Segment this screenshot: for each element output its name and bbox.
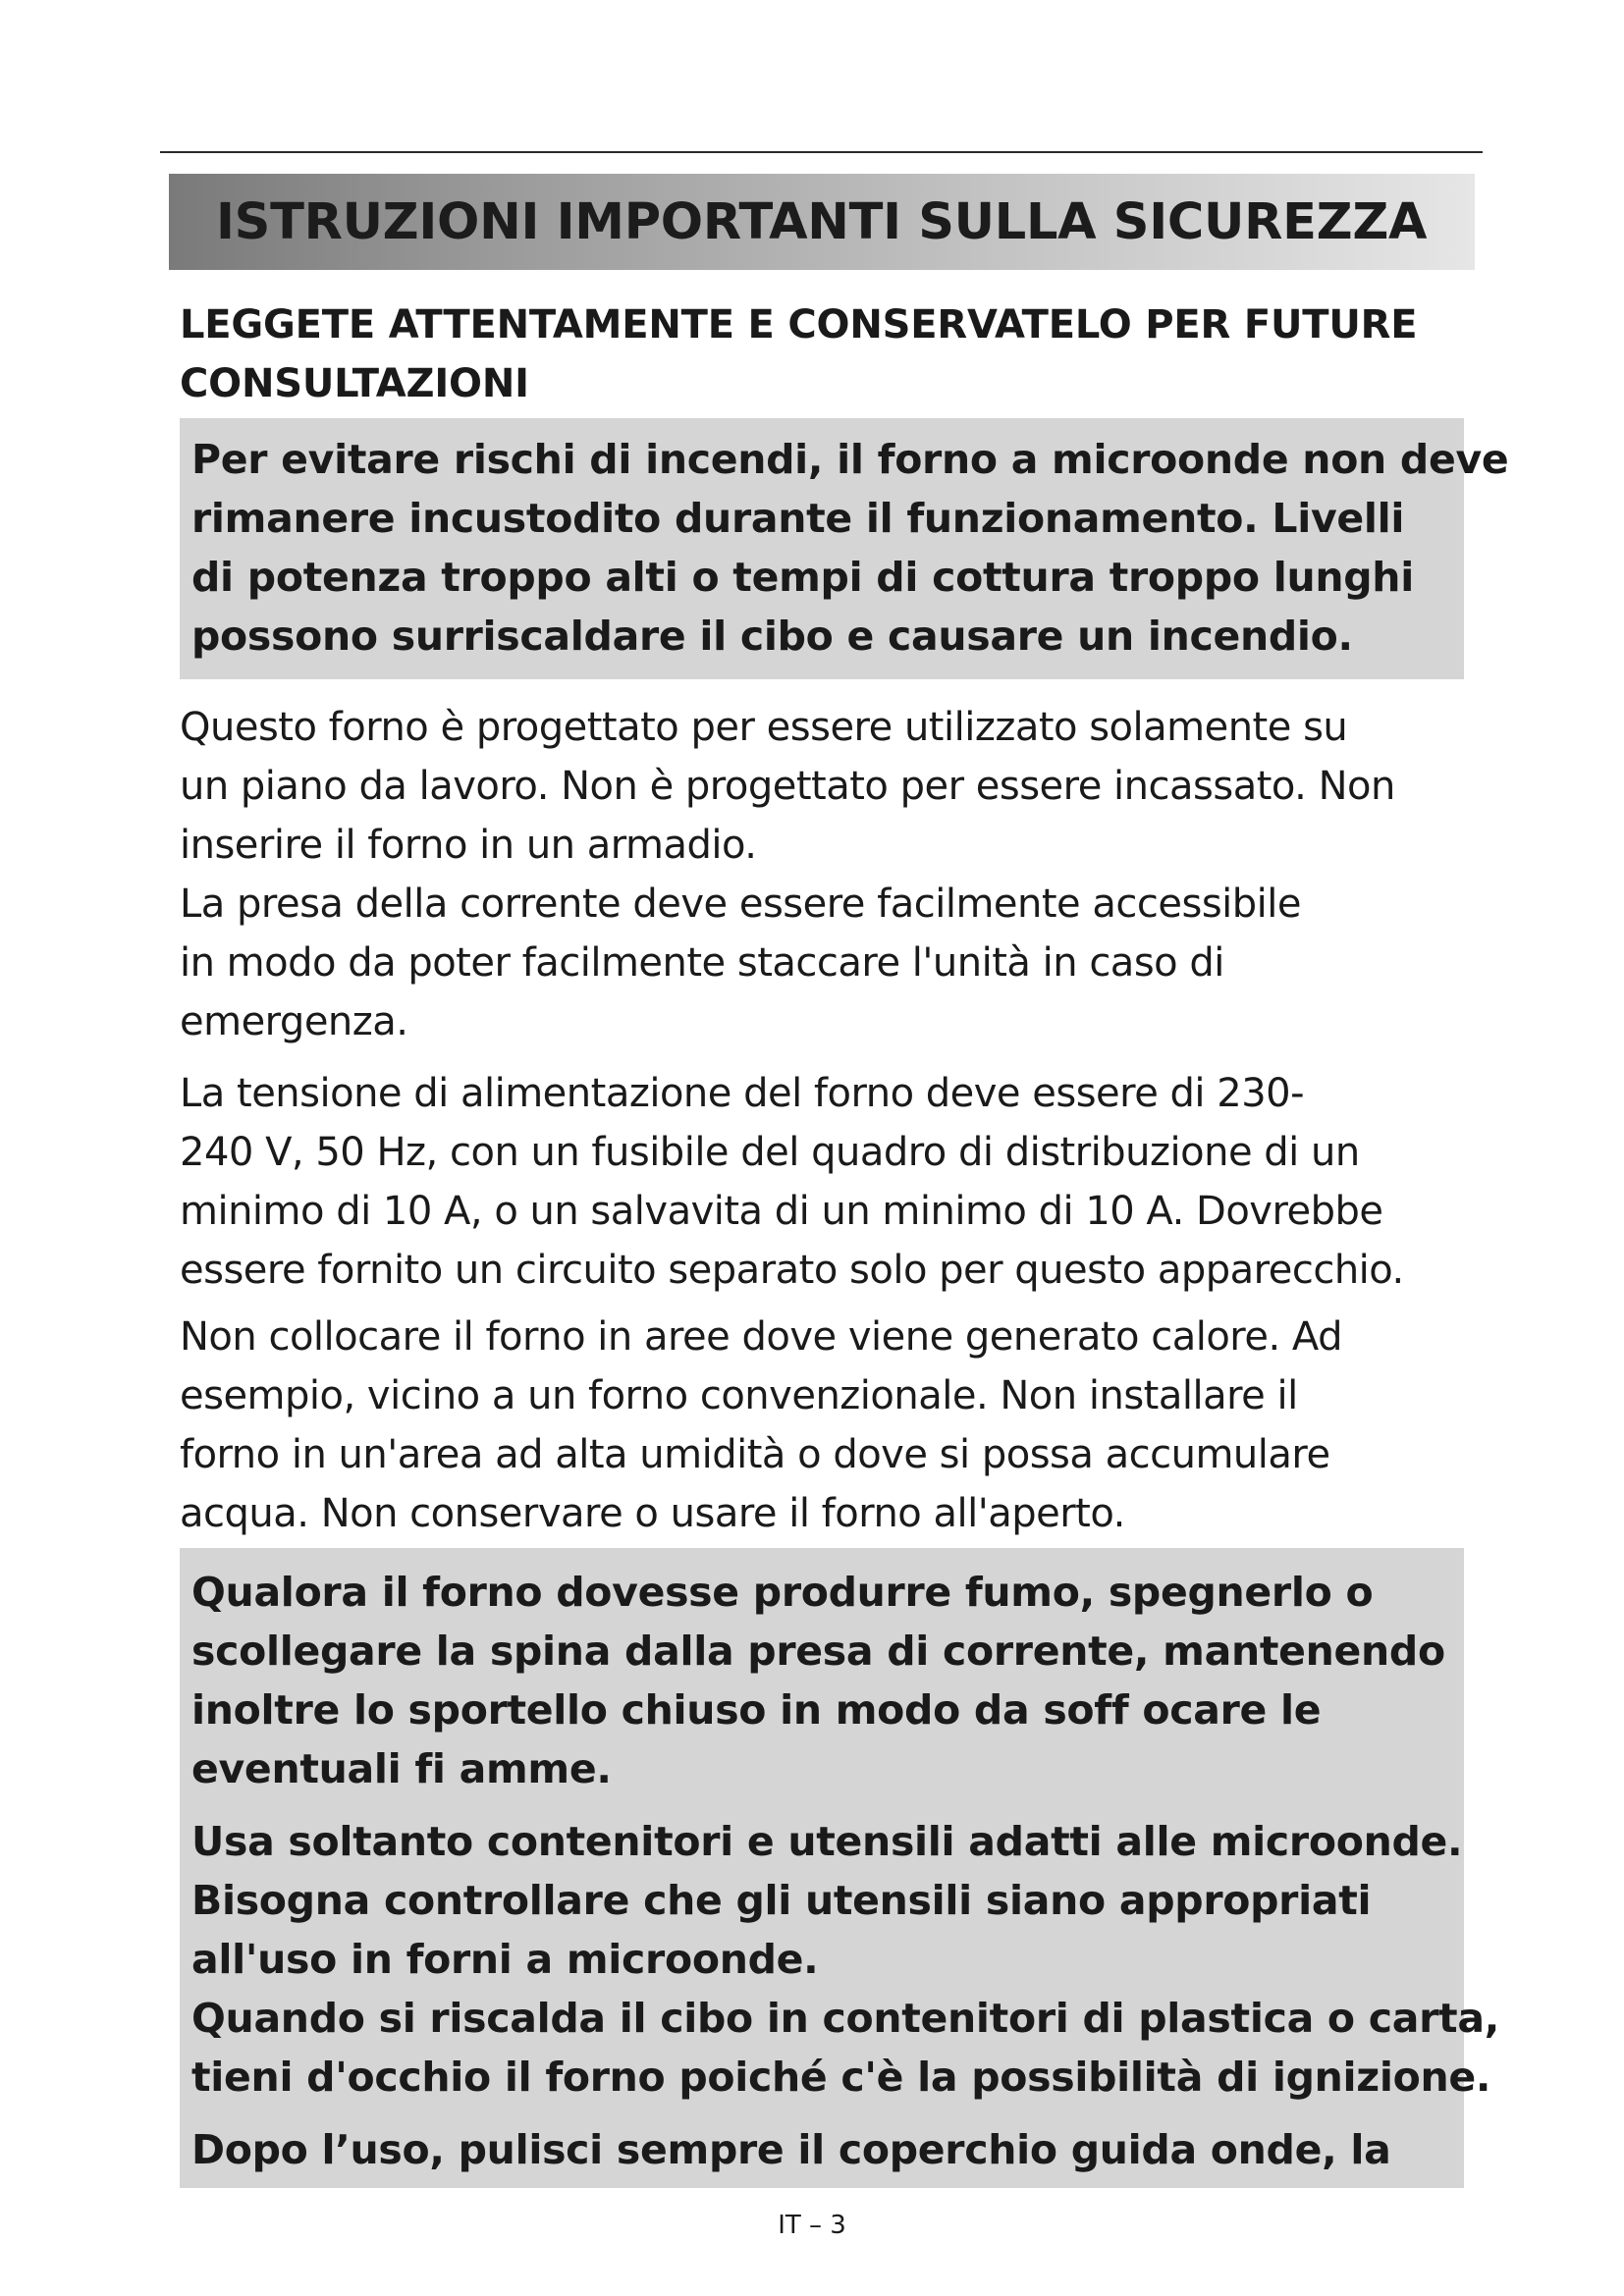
paragraph-line: inserire il forno in un armadio. [180,823,757,868]
block-gap [180,1798,1464,1812]
warning-line: Bisogna controllare che gli utensili siano appropriati [191,1877,1372,1924]
paragraph-line: La tensione di alimentazione del forno deve essere di 230- [180,1071,1305,1116]
paragraph-installation [180,698,1466,1051]
paragraph-line: acqua. Non conservare o usare il forno all'aperto. [180,1491,1125,1536]
page-title: ISTRUZIONI IMPORTANTI SULLA SICUREZZA [216,193,1428,251]
paragraph-line: in modo da poter facilmente staccare l'unità in caso di [180,940,1224,986]
paragraph-line: Non collocare il forno in aree dove viene generato calore. Ad [180,1314,1342,1360]
warning-line: Dopo l’uso, pulisci sempre il coperchio guida onde, la [191,2126,1391,2173]
paragraph-line: La presa della corrente deve essere facilmente accessibile [180,881,1301,927]
block-gap [180,2107,1464,2120]
warning-line: Per evitare rischi di incendi, il forno a microonde non deve [191,436,1509,483]
warning-line: rimanere incustodito durante il funzionamento. Livelli [191,495,1405,542]
subtitle-line: LEGGETE ATTENTAMENTE E CONSERVATELO PER FUTURE [180,302,1418,347]
paragraph-placement [180,1308,1466,1543]
top-rule [160,151,1483,153]
warning-line: possono surriscaldare il cibo e causare un incendio. [191,613,1353,660]
paragraph-line: minimo di 10 A, o un salvavita di un minimo di 10 A. Dovrebbe [180,1189,1383,1234]
paragraph-line: forno in un'area ad alta umidità o dove si possa accumulare [180,1432,1330,1477]
page-number: IT – 3 [778,2211,846,2240]
paragraph-line: Questo forno è progettato per essere utilizzato solamente su [180,705,1348,750]
paragraph-voltage [180,1064,1466,1300]
paragraph-line: 240 V, 50 Hz, con un fusibile del quadro di distribuzione di un [180,1130,1360,1175]
warning-line: Quando si riscalda il cibo in contenitori di plastica o carta, [191,1995,1499,2042]
warning-line: tieni d'occhio il forno poiché c'è la possibilità di ignizione. [191,2054,1491,2101]
warning-line: Qualora il forno dovesse produrre fumo, spegnerlo o [191,1569,1374,1616]
warning-line: inoltre lo sportello chiuso in modo da soff ocare le [191,1686,1322,1734]
warning-line: scollegare la spina dalla presa di corrente, mantenendo [191,1628,1445,1675]
subtitle-line: CONSULTAZIONI [180,361,529,406]
paragraph-line: essere fornito un circuito separato solo per questo apparecchio. [180,1248,1404,1293]
subtitle [180,295,1466,413]
paragraph-line: un piano da lavoro. Non è progettato per essere incassato. Non [180,764,1395,809]
warning-line: Usa soltanto contenitori e utensili adatti alle microonde. [191,1818,1463,1865]
warning-line: eventuali fi amme. [191,1745,612,1792]
warning-box-smoke-utensils [180,1548,1499,2188]
paragraph-line: emergenza. [180,999,408,1044]
warning-line: all'uso in forni a microonde. [191,1936,819,1983]
warning-box-fire [180,418,1509,679]
title-banner [169,174,1475,270]
warning-line: di potenza troppo alti o tempi di cottura troppo lunghi [191,554,1414,601]
paragraph-line: esempio, vicino a un forno convenzionale. Non installare il [180,1373,1298,1418]
